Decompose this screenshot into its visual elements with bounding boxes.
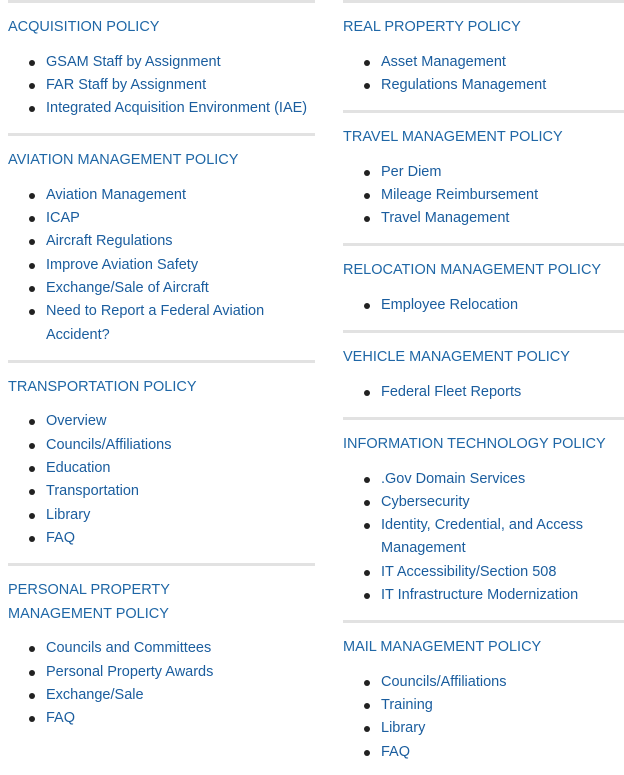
- section-title: MAIL MANAGEMENT POLICY: [343, 639, 542, 656]
- link-iae[interactable]: Integrated Acquisition Environment (IAE): [46, 100, 308, 117]
- policy-section-aviation: [8, 133, 315, 347]
- list-item: [8, 480, 315, 503]
- link-list: [343, 381, 624, 404]
- link-regulations-management[interactable]: Regulations Management: [381, 76, 547, 93]
- list-item: [343, 381, 624, 404]
- section-title: TRANSPORTATION POLICY: [8, 378, 197, 395]
- right-column: [343, 0, 624, 764]
- link-list: [343, 671, 624, 764]
- link-gov-domain-services[interactable]: .Gov Domain Services: [381, 470, 526, 487]
- section-title: RELOCATION MANAGEMENT POLICY: [343, 262, 602, 279]
- link-it-infrastructure[interactable]: IT Infrastructure Modernization: [381, 587, 579, 604]
- left-column: [8, 0, 315, 730]
- list-item: [8, 707, 315, 730]
- policy-section-information-technology: [343, 417, 624, 607]
- link-federal-fleet-reports[interactable]: Federal Fleet Reports: [381, 383, 522, 400]
- link-councils-committees[interactable]: Councils and Committees: [46, 640, 212, 657]
- link-per-diem[interactable]: Per Diem: [381, 163, 442, 180]
- policy-section-travel: [343, 110, 624, 230]
- list-item: [8, 300, 315, 347]
- link-list: [343, 161, 624, 231]
- link-library[interactable]: Library: [46, 506, 91, 523]
- section-title: ACQUISITION POLICY: [8, 19, 160, 35]
- list-item: [8, 504, 315, 527]
- link-personal-property-awards[interactable]: Personal Property Awards: [46, 663, 214, 680]
- link-list: [343, 51, 624, 98]
- section-title: INFORMATION TECHNOLOGY POLICY: [343, 436, 606, 453]
- list-item: [8, 254, 315, 277]
- link-list: [8, 410, 315, 550]
- list-item: [343, 161, 624, 184]
- link-overview[interactable]: Overview: [46, 413, 107, 430]
- list-item: [343, 294, 624, 317]
- list-item: [343, 584, 624, 607]
- policy-section-personal-property: [8, 563, 315, 730]
- list-item: [8, 684, 315, 707]
- link-gsam-staff[interactable]: GSAM Staff by Assignment: [46, 53, 221, 70]
- list-item: [8, 277, 315, 300]
- list-item: [8, 661, 315, 684]
- policy-section-real-property: [343, 0, 624, 97]
- link-identity-credential-access[interactable]: Identity, Credential, and Access Management: [381, 517, 584, 557]
- list-item: [8, 527, 315, 550]
- list-item: [343, 51, 624, 74]
- list-item: [8, 637, 315, 660]
- list-item: [343, 561, 624, 584]
- link-education[interactable]: Education: [46, 460, 111, 477]
- link-list: [8, 637, 315, 730]
- list-item: [343, 491, 624, 514]
- section-title: REAL PROPERTY POLICY: [343, 19, 521, 35]
- link-councils-affiliations[interactable]: Councils/Affiliations: [381, 673, 507, 690]
- link-list: [8, 184, 315, 347]
- link-cybersecurity[interactable]: Cybersecurity: [381, 493, 470, 510]
- link-list: [343, 468, 624, 608]
- link-exchange-sale[interactable]: Exchange/Sale: [46, 686, 144, 703]
- policy-section-transportation: [8, 360, 315, 550]
- list-item: [8, 74, 315, 97]
- link-it-accessibility[interactable]: IT Accessibility/Section 508: [381, 563, 557, 580]
- list-item: [8, 207, 315, 230]
- link-transportation[interactable]: Transportation: [46, 483, 139, 500]
- link-exchange-sale-aircraft[interactable]: Exchange/Sale of Aircraft: [46, 280, 209, 297]
- list-item: [8, 97, 315, 120]
- link-travel-management[interactable]: Travel Management: [381, 210, 510, 227]
- list-item: [343, 694, 624, 717]
- list-item: [343, 207, 624, 230]
- list-item: [343, 741, 624, 764]
- link-councils-affiliations[interactable]: Councils/Affiliations: [46, 436, 172, 453]
- list-item: [343, 514, 624, 561]
- policy-section-mail: [343, 620, 624, 764]
- list-item: [343, 717, 624, 740]
- link-faq[interactable]: FAQ: [46, 710, 76, 727]
- list-item: [343, 74, 624, 97]
- list-item: [8, 51, 315, 74]
- section-title: VEHICLE MANAGEMENT POLICY: [343, 349, 570, 366]
- link-faq[interactable]: FAQ: [46, 529, 76, 546]
- link-employee-relocation[interactable]: Employee Relocation: [381, 296, 519, 313]
- policy-section-vehicle: [343, 330, 624, 404]
- list-item: [8, 230, 315, 253]
- link-improve-aviation-safety[interactable]: Improve Aviation Safety: [46, 256, 199, 273]
- list-item: [8, 184, 315, 207]
- list-item: [343, 184, 624, 207]
- list-item: [8, 434, 315, 457]
- section-title: PERSONAL PROPERTY MANAGEMENT POLICY: [8, 582, 170, 622]
- list-item: [8, 457, 315, 480]
- link-report-aviation-accident[interactable]: Need to Report a Federal Aviation Accident?: [46, 303, 265, 343]
- link-list: [8, 51, 315, 121]
- link-faq[interactable]: FAQ: [381, 743, 411, 760]
- link-mileage-reimbursement[interactable]: Mileage Reimbursement: [381, 186, 539, 203]
- link-list: [343, 294, 624, 317]
- list-item: [8, 410, 315, 433]
- link-icap[interactable]: ICAP: [46, 210, 80, 227]
- section-title: TRAVEL MANAGEMENT POLICY: [343, 129, 563, 146]
- link-asset-management[interactable]: Asset Management: [381, 53, 506, 70]
- link-training[interactable]: Training: [381, 697, 433, 714]
- list-item: [343, 468, 624, 491]
- link-aircraft-regulations[interactable]: Aircraft Regulations: [46, 233, 173, 250]
- section-title: AVIATION MANAGEMENT POLICY: [8, 152, 239, 169]
- list-item: [343, 671, 624, 694]
- link-aviation-management[interactable]: Aviation Management: [46, 186, 186, 203]
- link-library[interactable]: Library: [381, 720, 426, 737]
- link-far-staff[interactable]: FAR Staff by Assignment: [46, 76, 207, 93]
- policy-section-relocation: [343, 243, 624, 317]
- policy-section-acquisition: [8, 0, 315, 120]
